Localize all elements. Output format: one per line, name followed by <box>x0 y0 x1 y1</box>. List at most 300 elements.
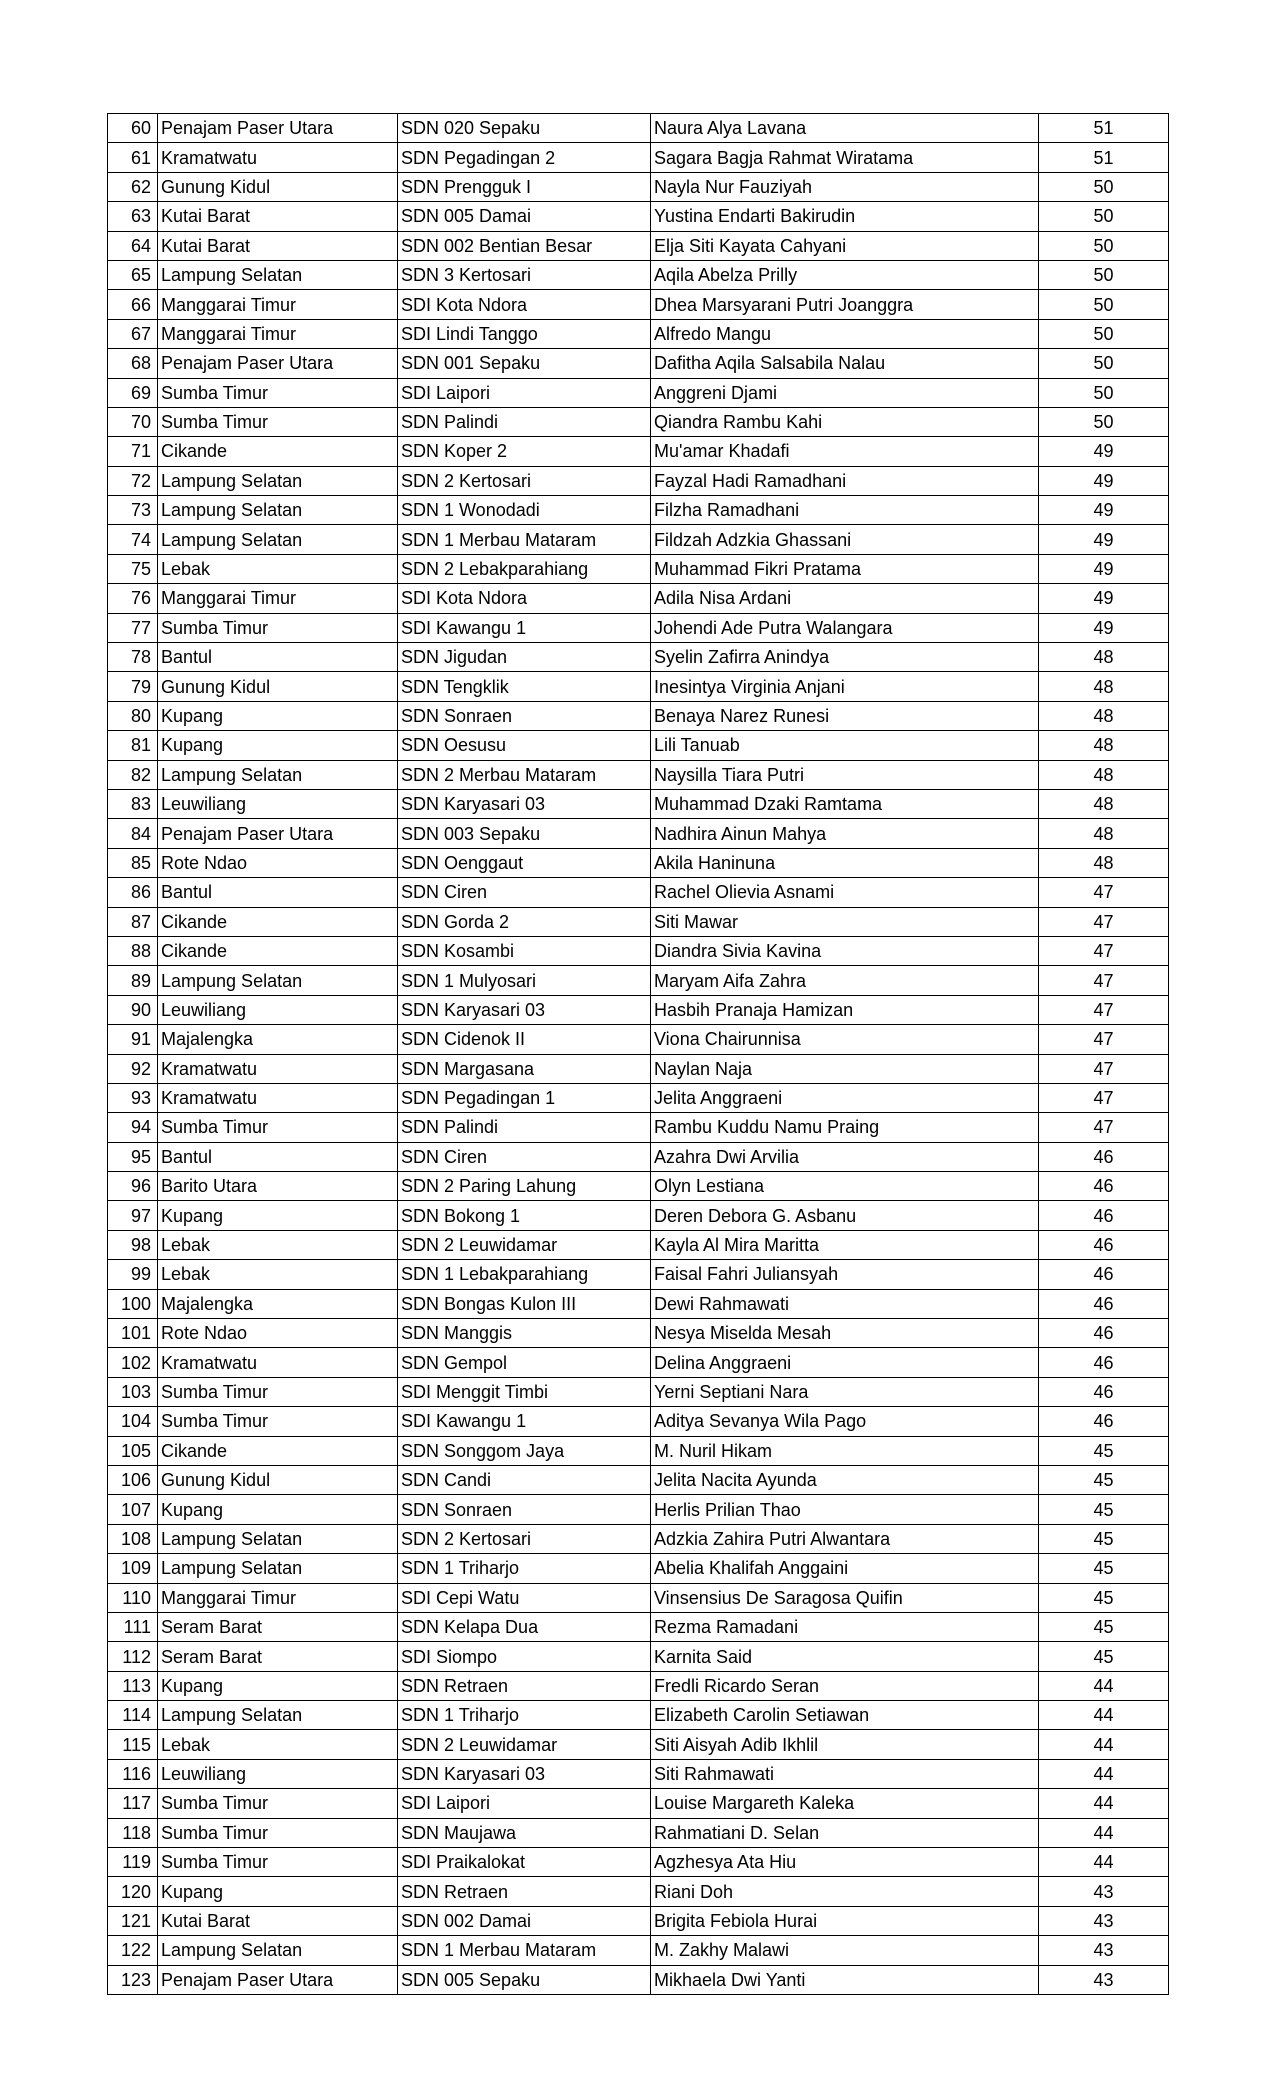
school-cell: SDN Palindi <box>398 407 651 436</box>
student-name-cell: Brigita Febiola Hurai <box>651 1906 1039 1935</box>
row-number-cell: 72 <box>108 466 158 495</box>
row-number-cell: 63 <box>108 202 158 231</box>
score-cell: 47 <box>1039 936 1169 965</box>
region-cell: Manggarai Timur <box>158 319 398 348</box>
school-cell: SDN Kelapa Dua <box>398 1612 651 1641</box>
region-cell: Kutai Barat <box>158 231 398 260</box>
score-cell: 49 <box>1039 437 1169 466</box>
row-number-cell: 106 <box>108 1465 158 1494</box>
table-row <box>108 260 1169 289</box>
row-number-cell: 84 <box>108 819 158 848</box>
table-body <box>108 114 1169 1995</box>
school-cell: SDN Songgom Jaya <box>398 1436 651 1465</box>
school-cell: SDI Lindi Tanggo <box>398 319 651 348</box>
score-cell: 45 <box>1039 1554 1169 1583</box>
score-cell: 47 <box>1039 995 1169 1024</box>
table-row <box>108 407 1169 436</box>
table-row <box>108 907 1169 936</box>
school-cell: SDN Karyasari 03 <box>398 1759 651 1788</box>
score-cell: 46 <box>1039 1201 1169 1230</box>
region-cell: Cikande <box>158 437 398 466</box>
table-row <box>108 1495 1169 1524</box>
row-number-cell: 69 <box>108 378 158 407</box>
row-number-cell: 119 <box>108 1848 158 1877</box>
school-cell: SDN 2 Leuwidamar <box>398 1730 651 1759</box>
score-cell: 44 <box>1039 1818 1169 1847</box>
student-name-cell: Inesintya Virginia Anjani <box>651 672 1039 701</box>
region-cell: Lampung Selatan <box>158 525 398 554</box>
row-number-cell: 86 <box>108 878 158 907</box>
region-cell: Kramatwatu <box>158 1348 398 1377</box>
region-cell: Rote Ndao <box>158 1319 398 1348</box>
row-number-cell: 87 <box>108 907 158 936</box>
table-row <box>108 466 1169 495</box>
school-cell: SDN 1 Mulyosari <box>398 966 651 995</box>
school-cell: SDN Pegadingan 1 <box>398 1083 651 1112</box>
score-cell: 45 <box>1039 1583 1169 1612</box>
school-cell: SDN Maujawa <box>398 1818 651 1847</box>
table-row <box>108 1759 1169 1788</box>
row-number-cell: 118 <box>108 1818 158 1847</box>
score-cell: 49 <box>1039 613 1169 642</box>
school-cell: SDN Pegadingan 2 <box>398 143 651 172</box>
score-cell: 45 <box>1039 1524 1169 1553</box>
region-cell: Kramatwatu <box>158 1083 398 1112</box>
school-cell: SDN Prengguk I <box>398 172 651 201</box>
score-cell: 48 <box>1039 643 1169 672</box>
region-cell: Gunung Kidul <box>158 672 398 701</box>
row-number-cell: 102 <box>108 1348 158 1377</box>
school-cell: SDN 003 Sepaku <box>398 819 651 848</box>
table-row <box>108 1848 1169 1877</box>
school-cell: SDN 005 Damai <box>398 202 651 231</box>
student-name-cell: Sagara Bagja Rahmat Wiratama <box>651 143 1039 172</box>
score-cell: 46 <box>1039 1142 1169 1171</box>
student-name-cell: Syelin Zafirra Anindya <box>651 643 1039 672</box>
table-row <box>108 1348 1169 1377</box>
student-name-cell: Azahra Dwi Arvilia <box>651 1142 1039 1171</box>
score-cell: 43 <box>1039 1936 1169 1965</box>
score-cell: 50 <box>1039 172 1169 201</box>
score-cell: 49 <box>1039 496 1169 525</box>
score-cell: 44 <box>1039 1789 1169 1818</box>
school-cell: SDN 2 Kertosari <box>398 1524 651 1553</box>
region-cell: Lampung Selatan <box>158 1524 398 1553</box>
region-cell: Kupang <box>158 701 398 730</box>
region-cell: Sumba Timur <box>158 613 398 642</box>
student-name-cell: Elizabeth Carolin Setiawan <box>651 1701 1039 1730</box>
region-cell: Leuwiliang <box>158 995 398 1024</box>
student-name-cell: Lili Tanuab <box>651 731 1039 760</box>
region-cell: Bantul <box>158 1142 398 1171</box>
row-number-cell: 111 <box>108 1612 158 1641</box>
row-number-cell: 112 <box>108 1642 158 1671</box>
region-cell: Lampung Selatan <box>158 496 398 525</box>
school-cell: SDN Gempol <box>398 1348 651 1377</box>
student-name-cell: Rachel Olievia Asnami <box>651 878 1039 907</box>
table-row <box>108 172 1169 201</box>
score-cell: 44 <box>1039 1701 1169 1730</box>
score-cell: 49 <box>1039 466 1169 495</box>
table-row <box>108 1172 1169 1201</box>
score-cell: 48 <box>1039 701 1169 730</box>
row-number-cell: 67 <box>108 319 158 348</box>
school-cell: SDN Manggis <box>398 1319 651 1348</box>
table-row <box>108 672 1169 701</box>
region-cell: Manggarai Timur <box>158 290 398 319</box>
table-row <box>108 554 1169 583</box>
region-cell: Rote Ndao <box>158 848 398 877</box>
school-cell: SDN Sonraen <box>398 1495 651 1524</box>
table-row <box>108 760 1169 789</box>
school-cell: SDN 1 Wonodadi <box>398 496 651 525</box>
student-name-cell: Aqila Abelza Prilly <box>651 260 1039 289</box>
region-cell: Sumba Timur <box>158 1818 398 1847</box>
row-number-cell: 71 <box>108 437 158 466</box>
table-row <box>108 1319 1169 1348</box>
region-cell: Kupang <box>158 1201 398 1230</box>
table-row <box>108 202 1169 231</box>
table-row <box>108 584 1169 613</box>
score-cell: 48 <box>1039 819 1169 848</box>
row-number-cell: 117 <box>108 1789 158 1818</box>
row-number-cell: 64 <box>108 231 158 260</box>
region-cell: Leuwiliang <box>158 789 398 818</box>
row-number-cell: 70 <box>108 407 158 436</box>
table-row <box>108 1465 1169 1494</box>
school-cell: SDN 2 Merbau Mataram <box>398 760 651 789</box>
region-cell: Cikande <box>158 936 398 965</box>
region-cell: Kramatwatu <box>158 1054 398 1083</box>
school-cell: SDI Laipori <box>398 1789 651 1818</box>
student-name-cell: Jelita Nacita Ayunda <box>651 1465 1039 1494</box>
table-row <box>108 701 1169 730</box>
student-name-cell: Dafitha Aqila Salsabila Nalau <box>651 349 1039 378</box>
student-name-cell: Karnita Said <box>651 1642 1039 1671</box>
row-number-cell: 75 <box>108 554 158 583</box>
region-cell: Penajam Paser Utara <box>158 819 398 848</box>
row-number-cell: 73 <box>108 496 158 525</box>
table-row <box>108 1083 1169 1112</box>
region-cell: Kutai Barat <box>158 202 398 231</box>
student-name-cell: Maryam Aifa Zahra <box>651 966 1039 995</box>
table-row <box>108 1936 1169 1965</box>
table-row <box>108 525 1169 554</box>
student-name-cell: Olyn Lestiana <box>651 1172 1039 1201</box>
table-row <box>108 966 1169 995</box>
region-cell: Sumba Timur <box>158 1789 398 1818</box>
table-row <box>108 643 1169 672</box>
table-row <box>108 319 1169 348</box>
row-number-cell: 107 <box>108 1495 158 1524</box>
score-cell: 46 <box>1039 1172 1169 1201</box>
student-name-cell: Siti Rahmawati <box>651 1759 1039 1788</box>
region-cell: Gunung Kidul <box>158 1465 398 1494</box>
student-name-cell: Jelita Anggraeni <box>651 1083 1039 1112</box>
table-row <box>108 231 1169 260</box>
score-cell: 46 <box>1039 1289 1169 1318</box>
row-number-cell: 96 <box>108 1172 158 1201</box>
school-cell: SDI Praikalokat <box>398 1848 651 1877</box>
region-cell: Sumba Timur <box>158 1407 398 1436</box>
student-name-cell: Rezma Ramadani <box>651 1612 1039 1641</box>
school-cell: SDN Sonraen <box>398 701 651 730</box>
table-row <box>108 1436 1169 1465</box>
row-number-cell: 90 <box>108 995 158 1024</box>
region-cell: Kupang <box>158 1495 398 1524</box>
row-number-cell: 113 <box>108 1671 158 1700</box>
student-name-cell: Adzkia Zahira Putri Alwantara <box>651 1524 1039 1553</box>
student-name-cell: Deren Debora G. Asbanu <box>651 1201 1039 1230</box>
row-number-cell: 104 <box>108 1407 158 1436</box>
table-row <box>108 1260 1169 1289</box>
student-name-cell: Vinsensius De Saragosa Quifin <box>651 1583 1039 1612</box>
table-row <box>108 1906 1169 1935</box>
score-cell: 46 <box>1039 1377 1169 1406</box>
score-cell: 50 <box>1039 378 1169 407</box>
score-cell: 47 <box>1039 1083 1169 1112</box>
score-cell: 50 <box>1039 290 1169 319</box>
row-number-cell: 97 <box>108 1201 158 1230</box>
score-cell: 44 <box>1039 1671 1169 1700</box>
table-row <box>108 1054 1169 1083</box>
school-cell: SDI Kota Ndora <box>398 584 651 613</box>
row-number-cell: 114 <box>108 1701 158 1730</box>
score-cell: 45 <box>1039 1612 1169 1641</box>
school-cell: SDN Palindi <box>398 1113 651 1142</box>
row-number-cell: 78 <box>108 643 158 672</box>
row-number-cell: 66 <box>108 290 158 319</box>
school-cell: SDN 2 Lebakparahiang <box>398 554 651 583</box>
school-cell: SDN 1 Lebakparahiang <box>398 1260 651 1289</box>
score-cell: 50 <box>1039 202 1169 231</box>
row-number-cell: 101 <box>108 1319 158 1348</box>
row-number-cell: 108 <box>108 1524 158 1553</box>
school-cell: SDN 002 Bentian Besar <box>398 231 651 260</box>
results-table <box>107 113 1169 1995</box>
score-cell: 46 <box>1039 1230 1169 1259</box>
row-number-cell: 68 <box>108 349 158 378</box>
table-row <box>108 496 1169 525</box>
table-row <box>108 1377 1169 1406</box>
school-cell: SDN 1 Merbau Mataram <box>398 1936 651 1965</box>
region-cell: Kupang <box>158 1877 398 1906</box>
school-cell: SDN Karyasari 03 <box>398 789 651 818</box>
score-cell: 45 <box>1039 1436 1169 1465</box>
region-cell: Cikande <box>158 907 398 936</box>
score-cell: 51 <box>1039 114 1169 143</box>
table-row <box>108 848 1169 877</box>
region-cell: Lampung Selatan <box>158 260 398 289</box>
score-cell: 50 <box>1039 349 1169 378</box>
region-cell: Seram Barat <box>158 1642 398 1671</box>
student-name-cell: Anggreni Djami <box>651 378 1039 407</box>
region-cell: Kupang <box>158 731 398 760</box>
score-cell: 47 <box>1039 1113 1169 1142</box>
score-cell: 49 <box>1039 584 1169 613</box>
row-number-cell: 60 <box>108 114 158 143</box>
student-name-cell: Delina Anggraeni <box>651 1348 1039 1377</box>
score-cell: 49 <box>1039 525 1169 554</box>
score-cell: 43 <box>1039 1906 1169 1935</box>
score-cell: 48 <box>1039 672 1169 701</box>
score-cell: 50 <box>1039 231 1169 260</box>
school-cell: SDI Kota Ndora <box>398 290 651 319</box>
school-cell: SDN 2 Paring Lahung <box>398 1172 651 1201</box>
row-number-cell: 62 <box>108 172 158 201</box>
student-name-cell: Dhea Marsyarani Putri Joanggra <box>651 290 1039 319</box>
student-name-cell: Rambu Kuddu Namu Praing <box>651 1113 1039 1142</box>
school-cell: SDN Ciren <box>398 1142 651 1171</box>
score-cell: 43 <box>1039 1965 1169 1994</box>
student-name-cell: Naura Alya Lavana <box>651 114 1039 143</box>
region-cell: Lampung Selatan <box>158 966 398 995</box>
row-number-cell: 92 <box>108 1054 158 1083</box>
student-name-cell: Abelia Khalifah Anggaini <box>651 1554 1039 1583</box>
table-row <box>108 1671 1169 1700</box>
school-cell: SDN Gorda 2 <box>398 907 651 936</box>
row-number-cell: 122 <box>108 1936 158 1965</box>
school-cell: SDN Karyasari 03 <box>398 995 651 1024</box>
region-cell: Gunung Kidul <box>158 172 398 201</box>
table-row <box>108 1818 1169 1847</box>
score-cell: 46 <box>1039 1260 1169 1289</box>
region-cell: Bantul <box>158 878 398 907</box>
row-number-cell: 105 <box>108 1436 158 1465</box>
student-name-cell: M. Zakhy Malawi <box>651 1936 1039 1965</box>
score-cell: 48 <box>1039 760 1169 789</box>
table-row <box>108 1142 1169 1171</box>
student-name-cell: Benaya Narez Runesi <box>651 701 1039 730</box>
school-cell: SDN 1 Triharjo <box>398 1554 651 1583</box>
region-cell: Lebak <box>158 554 398 583</box>
student-name-cell: Viona Chairunnisa <box>651 1025 1039 1054</box>
region-cell: Majalengka <box>158 1289 398 1318</box>
region-cell: Sumba Timur <box>158 1848 398 1877</box>
score-cell: 47 <box>1039 907 1169 936</box>
score-cell: 43 <box>1039 1877 1169 1906</box>
region-cell: Lebak <box>158 1260 398 1289</box>
row-number-cell: 103 <box>108 1377 158 1406</box>
student-name-cell: Kayla Al Mira Maritta <box>651 1230 1039 1259</box>
student-name-cell: Aditya Sevanya Wila Pago <box>651 1407 1039 1436</box>
student-name-cell: Herlis Prilian Thao <box>651 1495 1039 1524</box>
school-cell: SDN 2 Kertosari <box>398 466 651 495</box>
school-cell: SDI Siompo <box>398 1642 651 1671</box>
region-cell: Sumba Timur <box>158 407 398 436</box>
row-number-cell: 99 <box>108 1260 158 1289</box>
school-cell: SDN Cidenok II <box>398 1025 651 1054</box>
table-row <box>108 1965 1169 1994</box>
table-row <box>108 1230 1169 1259</box>
student-name-cell: Agzhesya Ata Hiu <box>651 1848 1039 1877</box>
school-cell: SDN Koper 2 <box>398 437 651 466</box>
score-cell: 50 <box>1039 319 1169 348</box>
table-row <box>108 114 1169 143</box>
student-name-cell: Nadhira Ainun Mahya <box>651 819 1039 848</box>
region-cell: Lebak <box>158 1230 398 1259</box>
score-cell: 44 <box>1039 1759 1169 1788</box>
school-cell: SDN 020 Sepaku <box>398 114 651 143</box>
row-number-cell: 65 <box>108 260 158 289</box>
region-cell: Bantul <box>158 643 398 672</box>
table-row <box>108 1789 1169 1818</box>
student-name-cell: Muhammad Fikri Pratama <box>651 554 1039 583</box>
row-number-cell: 123 <box>108 1965 158 1994</box>
table-row <box>108 1730 1169 1759</box>
student-name-cell: Fildzah Adzkia Ghassani <box>651 525 1039 554</box>
region-cell: Lebak <box>158 1730 398 1759</box>
region-cell: Sumba Timur <box>158 1377 398 1406</box>
table-row <box>108 878 1169 907</box>
region-cell: Penajam Paser Utara <box>158 114 398 143</box>
region-cell: Sumba Timur <box>158 1113 398 1142</box>
region-cell: Cikande <box>158 1436 398 1465</box>
student-name-cell: Nayla Nur Fauziyah <box>651 172 1039 201</box>
row-number-cell: 110 <box>108 1583 158 1612</box>
row-number-cell: 120 <box>108 1877 158 1906</box>
score-cell: 48 <box>1039 848 1169 877</box>
table-row <box>108 290 1169 319</box>
school-cell: SDI Cepi Watu <box>398 1583 651 1612</box>
school-cell: SDN 002 Damai <box>398 1906 651 1935</box>
region-cell: Penajam Paser Utara <box>158 349 398 378</box>
student-name-cell: Siti Mawar <box>651 907 1039 936</box>
table-row <box>108 1554 1169 1583</box>
score-cell: 47 <box>1039 966 1169 995</box>
student-name-cell: Nesya Miselda Mesah <box>651 1319 1039 1348</box>
school-cell: SDN Kosambi <box>398 936 651 965</box>
student-name-cell: Elja Siti Kayata Cahyani <box>651 231 1039 260</box>
student-name-cell: M. Nuril Hikam <box>651 1436 1039 1465</box>
student-name-cell: Qiandra Rambu Kahi <box>651 407 1039 436</box>
student-name-cell: Fayzal Hadi Ramadhani <box>651 466 1039 495</box>
row-number-cell: 91 <box>108 1025 158 1054</box>
student-name-cell: Rahmatiani D. Selan <box>651 1818 1039 1847</box>
school-cell: SDI Menggit Timbi <box>398 1377 651 1406</box>
table-row <box>108 936 1169 965</box>
school-cell: SDN 1 Triharjo <box>398 1701 651 1730</box>
region-cell: Lampung Selatan <box>158 1936 398 1965</box>
table-row <box>108 995 1169 1024</box>
score-cell: 44 <box>1039 1848 1169 1877</box>
school-cell: SDI Laipori <box>398 378 651 407</box>
row-number-cell: 76 <box>108 584 158 613</box>
row-number-cell: 82 <box>108 760 158 789</box>
row-number-cell: 115 <box>108 1730 158 1759</box>
row-number-cell: 95 <box>108 1142 158 1171</box>
student-name-cell: Alfredo Mangu <box>651 319 1039 348</box>
region-cell: Lampung Selatan <box>158 1554 398 1583</box>
region-cell: Leuwiliang <box>158 1759 398 1788</box>
table-row <box>108 1642 1169 1671</box>
score-cell: 48 <box>1039 789 1169 818</box>
row-number-cell: 94 <box>108 1113 158 1142</box>
row-number-cell: 77 <box>108 613 158 642</box>
region-cell: Manggarai Timur <box>158 1583 398 1612</box>
row-number-cell: 79 <box>108 672 158 701</box>
region-cell: Lampung Selatan <box>158 466 398 495</box>
student-name-cell: Yerni Septiani Nara <box>651 1377 1039 1406</box>
table-row <box>108 143 1169 172</box>
score-cell: 45 <box>1039 1642 1169 1671</box>
school-cell: SDN Ciren <box>398 878 651 907</box>
school-cell: SDN Candi <box>398 1465 651 1494</box>
school-cell: SDN Margasana <box>398 1054 651 1083</box>
region-cell: Penajam Paser Utara <box>158 1965 398 1994</box>
student-name-cell: Mu'amar Khadafi <box>651 437 1039 466</box>
school-cell: SDN 1 Merbau Mataram <box>398 525 651 554</box>
